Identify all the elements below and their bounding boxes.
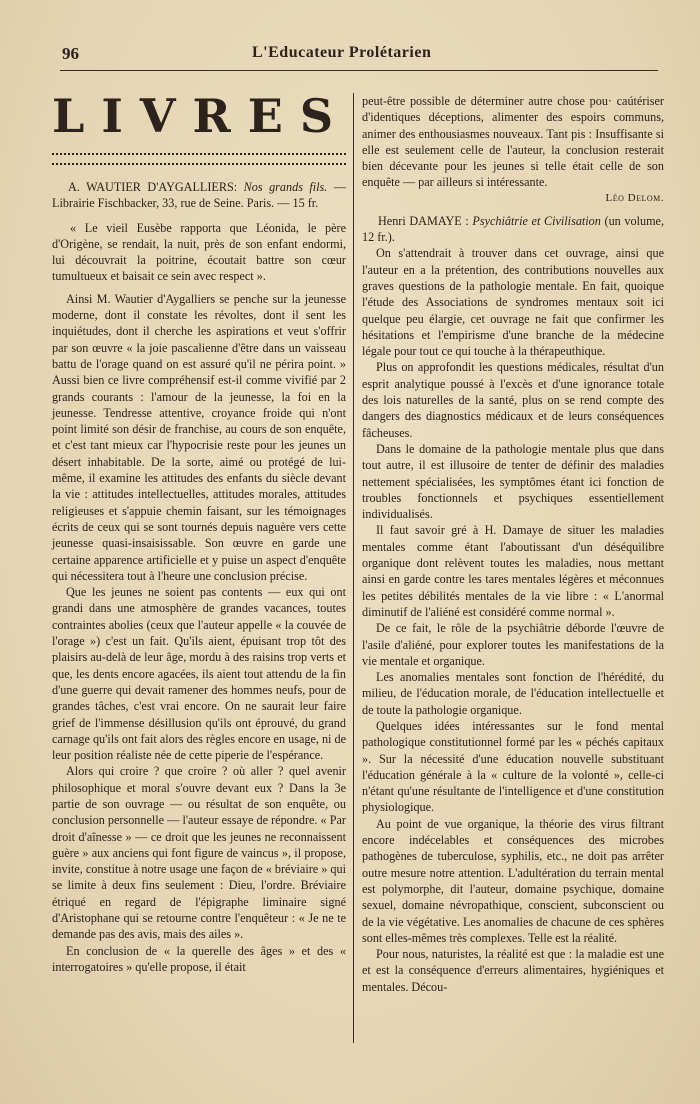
review-paragraph: Plus on approfondit les questions médicales, résultat d'un esprit analytique poussé à l'excès et d'une ignorance totale des lois naturelles de la santé, plus on se rend compte des dangers des diagnostics médicaux et de leurs conséquences fâcheuses.: [362, 360, 664, 440]
running-title: L'Educateur Prolétarien: [252, 44, 432, 61]
header-rule: [60, 70, 658, 71]
epigraph-quote: « Le vieil Eusèbe rapporta que Léonida, le père d'Origène, se rendait, la nuit, près de son enfant endormi, lui découvrait la poitrine, écoutait battre son cœur tumultueux et baisait ce sein avec respect ».: [52, 220, 346, 284]
review-paragraph: peut-être possible de déterminer autre chose pou· caútériser d'identiques déceptions, alimenter des espoirs communs, animer des enthousiasmes nouveaux. Tant pis : Insuffisante si elle est seulement celle de l'auteur, la conclusion resterait bien décevante pour les jeunes si telle était celle de son enquête — par ailleurs si intéressante.: [362, 94, 664, 190]
book-title: Nos grands fils.: [243, 180, 328, 194]
review-paragraph: Les anomalies mentales sont fonction de l'hérédité, du milieu, de l'éducation morale, de l'éducation intellectuelle et de toute la pathologie organique.: [362, 670, 664, 717]
book-details: (un volume, 12 fr.).: [362, 213, 664, 245]
review-paragraph: Alors qui croire ? que croire ? où aller ? quel avenir philosophique et moral s'ouvre devant eux ? Dans la 3e partie de son ouvrage — ou résultat de son enquête, ou conclusion personnelle — l'auteur essaye de répondre. « Par droit d'aînesse » — ce droit que les jeunes ne reconnaissent guère » aux anciens qui font figure de vaincus », il propose, invite, constitue à notre usage une façon de « bréviaire » qui se limite à deux fins seulement : Dieu, l'ordre. Bréviaire étriqué en regard de l'épigraphe liminaire signé d'Aristophane qui se retourne contre l'enquêteur : « Je ne te demande pas des avis, mais des ailes ».: [52, 764, 346, 942]
review-paragraph: Ainsi M. Wautier d'Aygalliers se penche sur la jeunesse moderne, dont il constate les révoltes, dont il sent les inquiétudes, dont il cherche les aspirations et veut s'offrir par son œuvre « la joie pascalienne d'être dans un vaisseau battu de l'orage quand on est assuré qu'il ne périra point. » Aussi bien ce livre compréhensif est-il comme vivifié par 2 grands courants : l'amour de la jeunesse, la foi en la jeunesse. Tendresse attentive, croyance froide qui n'ont point limité son désir de franchise, au cours de son enquête, et c'est tant mieux car l'hypocrisie reste pour les jeunes un désert inhabitable. De la sorte, aimé ou protégé de lui-même, il examine les attitudes des enfants du siècle devant la vie : attitudes intellectuelles, attitudes morales, attitudes religieuses et s'appuie chemin faisant, sur les témoignages écrits de ceux qui se sont tournés depuis naguère vers cette jeunesse quasi-insaisissable. Son œuvre en garde une certaine apparence artificielle et y puise un aspect d'enquête qui nécessitera tout à l'heure une conclusion précise.: [52, 291, 346, 583]
review-paragraph: En conclusion de « la querelle des âges » et des « interrogatoires » qu'elle propose, il était: [52, 943, 346, 974]
column-divider: [353, 93, 354, 1043]
book-author: A. WAUTIER D'AYGALLIERS:: [68, 180, 238, 194]
review-paragraph: Quelques idées intéressantes sur le fond mental pathologique constitutionnel formé par les « péchés capitaux ». Sur la nécessité d'une éducation nouvelle substituant l'éducation générale à la « culture de la volonté », celle-ci n'étant qu'une résultante de l'intelligence et d'une constitution physiologique.: [362, 718, 664, 815]
review-paragraph: Il faut savoir gré à H. Damaye de situer les maladies mentales comme étant l'aboutissant d'un déséquilibre organique dont relèvent toutes les maladies, nous mettant ainsi en garde contre les tares mentales légères et méconnues les petites débilités mentales de la vie libre : « L'anormal diminutif de l'aliéné est considéré comme normal ».: [362, 523, 664, 619]
book-title: Psychiâtrie et Civilisation: [472, 213, 601, 228]
book-reference-1: [52, 179, 346, 212]
review-paragraph: Que les jeunes ne soient pas contents — eux qui ont grandi dans une atmosphère de grandes vacances, toutes contraintes abolies (ceux que l'auteur appelle « la couvée de l'orage ») c'est un fait. Qu'ils aient, épuisant trop tôt des plaisirs au-delà de leur âge, mordu à des raisins trop verts et que, les dents encore agacées, ils aient tout attendu de la fin d'une guerre qui devait ramener des hommes neufs, pour de grandes tâches, c'est vrai encore. On ne saurait leur faire grief de l'immense désillusion qu'ils ont éprouvé, du grand carnage qu'ils ont fait alors des règles encore en usage, ni de leur position réaliste née de cette piperie de l'espérance.: [52, 585, 346, 763]
review-paragraph: Pour nous, naturistes, la réalité est que : la maladie est une et est la conséquence d'erreurs alimentaires, hygiéniques et mentales. Décou-: [362, 947, 664, 994]
dotted-rule: [52, 153, 346, 165]
section-title: LIVRES: [52, 89, 351, 143]
right-column: [362, 93, 664, 995]
review-signature: Léo Delom.: [605, 191, 664, 204]
book-author: Henri DAMAYE :: [378, 213, 469, 228]
review-paragraph: Au point de vue organique, la théorie des virus filtrant encore indécelables et conséquences des microbes pathogènes de tuberculose, syphilis, etc., ne doit pas arrêter outre mesure notre attention. L'adultération du terrain mental est polymorphe, dit l'auteur, domaine psychique, domaine sexuel, domaine névropathique, conscient, subconscient ou de la vie végétative. Les anomalies de chacune de ces sphères sont elles-mêmes très complexes. Telle est la réalité.: [362, 816, 664, 945]
book-reference-2: [362, 213, 664, 246]
page-header: [62, 44, 656, 66]
book-publisher: — Librairie Fischbacker, 33, rue de Seine. Paris. — 15 fr.: [52, 180, 347, 211]
review-paragraph: Dans le domaine de la pathologie mentale plus que dans tout autre, il est illusoire de tenter de définir des maladies nettement spécialisées, les symptômes étant ici fonction de troubles fonctionnels et psychiques essentiellement individualisés.: [362, 441, 664, 522]
left-column: [52, 89, 351, 975]
page-number: 96: [62, 44, 79, 63]
review-paragraph: De ce fait, le rôle de la psychiâtrie déborde l'œuvre de l'asile d'aliéné, pour explorer toutes les manifestations de la vie mentale et organique.: [362, 621, 664, 668]
review-paragraph: On s'attendrait à trouver dans cet ouvrage, ainsi que l'auteur en a la prétention, des contributions nouvelles aux graves questions de la pathologie mentale. En fait, quoique l'étude des Associations de syndromes mentaux soit ici quelque peu élargie, cet ouvrage ne fait que confirmer les hésitations et l'empirisme d'une branche de la médecine légale pour tout ce qui touche à la thérapeuthique.: [362, 246, 664, 359]
